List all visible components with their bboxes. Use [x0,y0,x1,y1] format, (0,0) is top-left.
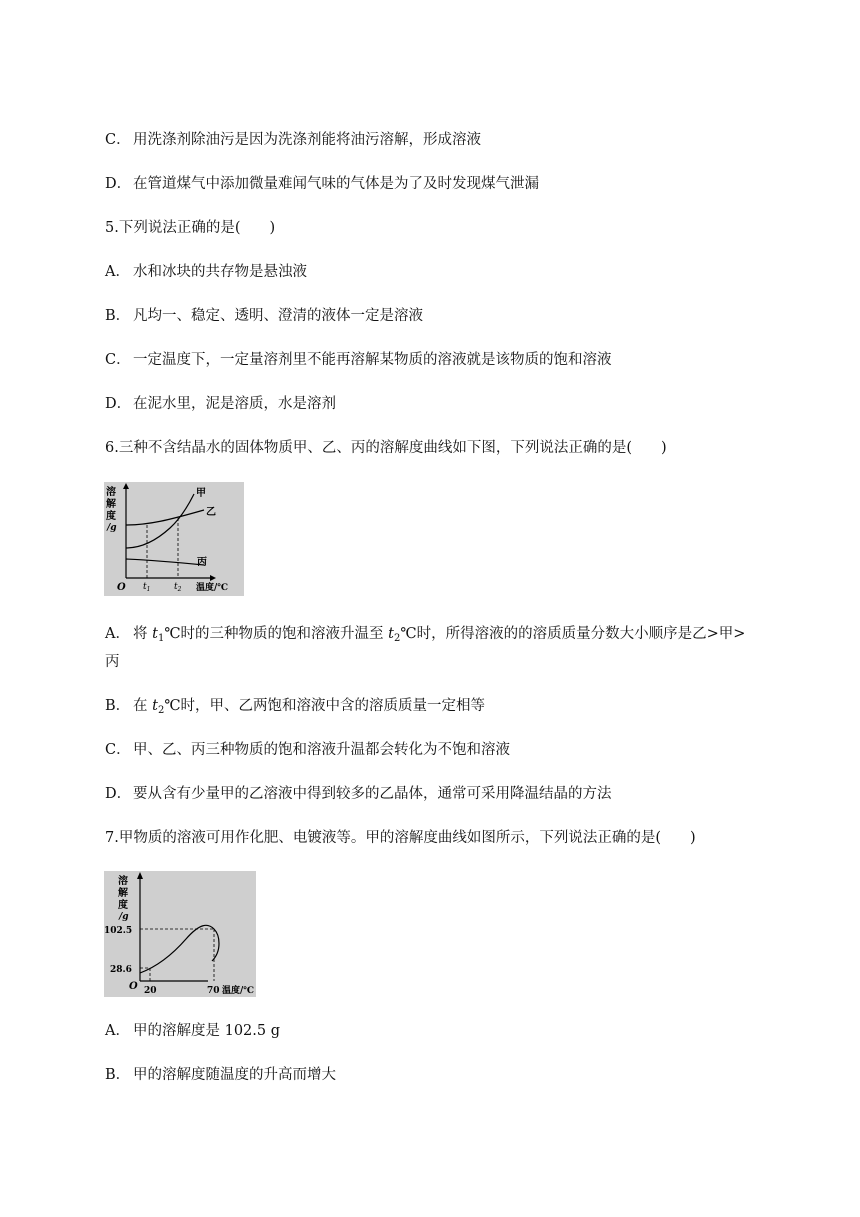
fig6-ylabel-0: 溶 [106,487,116,498]
fig7-origin: O [129,981,138,992]
fig6-ylabel-1: 解 [106,499,116,510]
fig6-tick-t2: $t_2$ [174,582,182,593]
fig7-ylabel-2: 度 [118,900,128,911]
fig7-curve [140,925,219,973]
fig6-label-yi: 乙 [206,507,216,518]
fig6-label-jia: 甲 [196,488,206,499]
fig6-xlabel: 温度/℃ [196,583,229,593]
fig7-ylabel-0: 溶 [118,876,128,887]
q6-stem: 6.三种不含结晶水的固体物质甲、乙、丙的溶解度曲线如下图，下列说法正确的是( ) [105,440,667,456]
q7-solubility-graph [104,871,256,997]
fig6-origin: O [117,582,126,593]
fig6-ylabel-2: 度 [106,511,116,522]
fig7-xlabel-text: 温度/℃ [222,986,255,996]
q6-solubility-figure [104,482,244,596]
fig7-tick-low: 28.6 [110,965,132,975]
fig6-curve-bing [126,559,204,565]
q6-option-c: C． 甲、乙、丙三种物质的饱和溶液升温都会转化为不饱和溶液 [105,742,510,758]
fig6-y-arrow [123,483,129,489]
q5-option-a: A． 水和冰块的共存物是悬浊液 [105,264,307,280]
q5-option-d: D． 在泥水里，泥是溶质，水是溶剂 [105,396,336,412]
fig7-tick-high: 102.5 [104,926,133,936]
q6-option-d: D． 要从含有少量甲的乙溶液中得到较多的乙晶体，通常可采用降温结晶的方法 [105,786,612,802]
q4-option-c: C． 用洗涤剂除油污是因为洗涤剂能将油污溶解，形成溶液 [105,132,481,148]
fig7-y-arrow [137,872,143,879]
fig6-label-bing: 丙 [197,557,207,568]
fig6-tick-t1: $t_1$ [143,582,151,593]
q5-option-b: B． 凡均一、稳定、透明、澄清的液体一定是溶液 [105,308,423,324]
q7-solubility-figure [104,871,256,997]
fig6-x-arrow [210,575,216,581]
q6-solubility-graph [104,482,244,596]
fig7-tick-x1: 20 [144,986,157,996]
q6-option-a: A． 将 $t_1℃$时的三种物质的饱和溶液升温至 $t_2℃$时，所得溶液的的溶质质量分数大小顺序是乙>甲> [105,626,746,644]
q5-option-c: C． 一定温度下，一定量溶剂里不能再溶解某物质的溶液就是该物质的饱和溶液 [105,352,612,368]
fig7-ylabel-3: /g [119,912,129,922]
fig7-ylabel-1: 解 [118,888,128,899]
q4-option-d: D． 在管道煤气中添加微量难闻气味的气体是为了及时发现煤气泄漏 [105,176,539,192]
q6-option-a-wrap: 丙 [105,654,120,670]
q6-option-b: B． 在 $t_2℃$时，甲、乙两饱和溶液中含的溶质质量一定相等 [105,698,486,716]
q7-option-a: A． 甲的溶解度是 102.5 g [105,1023,281,1039]
q5-stem: 5.下列说法正确的是( ) [105,220,276,236]
fig6-ylabel-3: /g [107,523,117,533]
fig7-tick-x2: 70 [207,986,220,996]
q7-stem: 7.甲物质的溶液可用作化肥、电镀液等。甲的溶解度曲线如图所示，下列说法正确的是( ) [105,830,696,846]
q7-option-b: B． 甲的溶解度随温度的升高而增大 [105,1067,336,1083]
fig6-curve-yi [126,510,204,525]
